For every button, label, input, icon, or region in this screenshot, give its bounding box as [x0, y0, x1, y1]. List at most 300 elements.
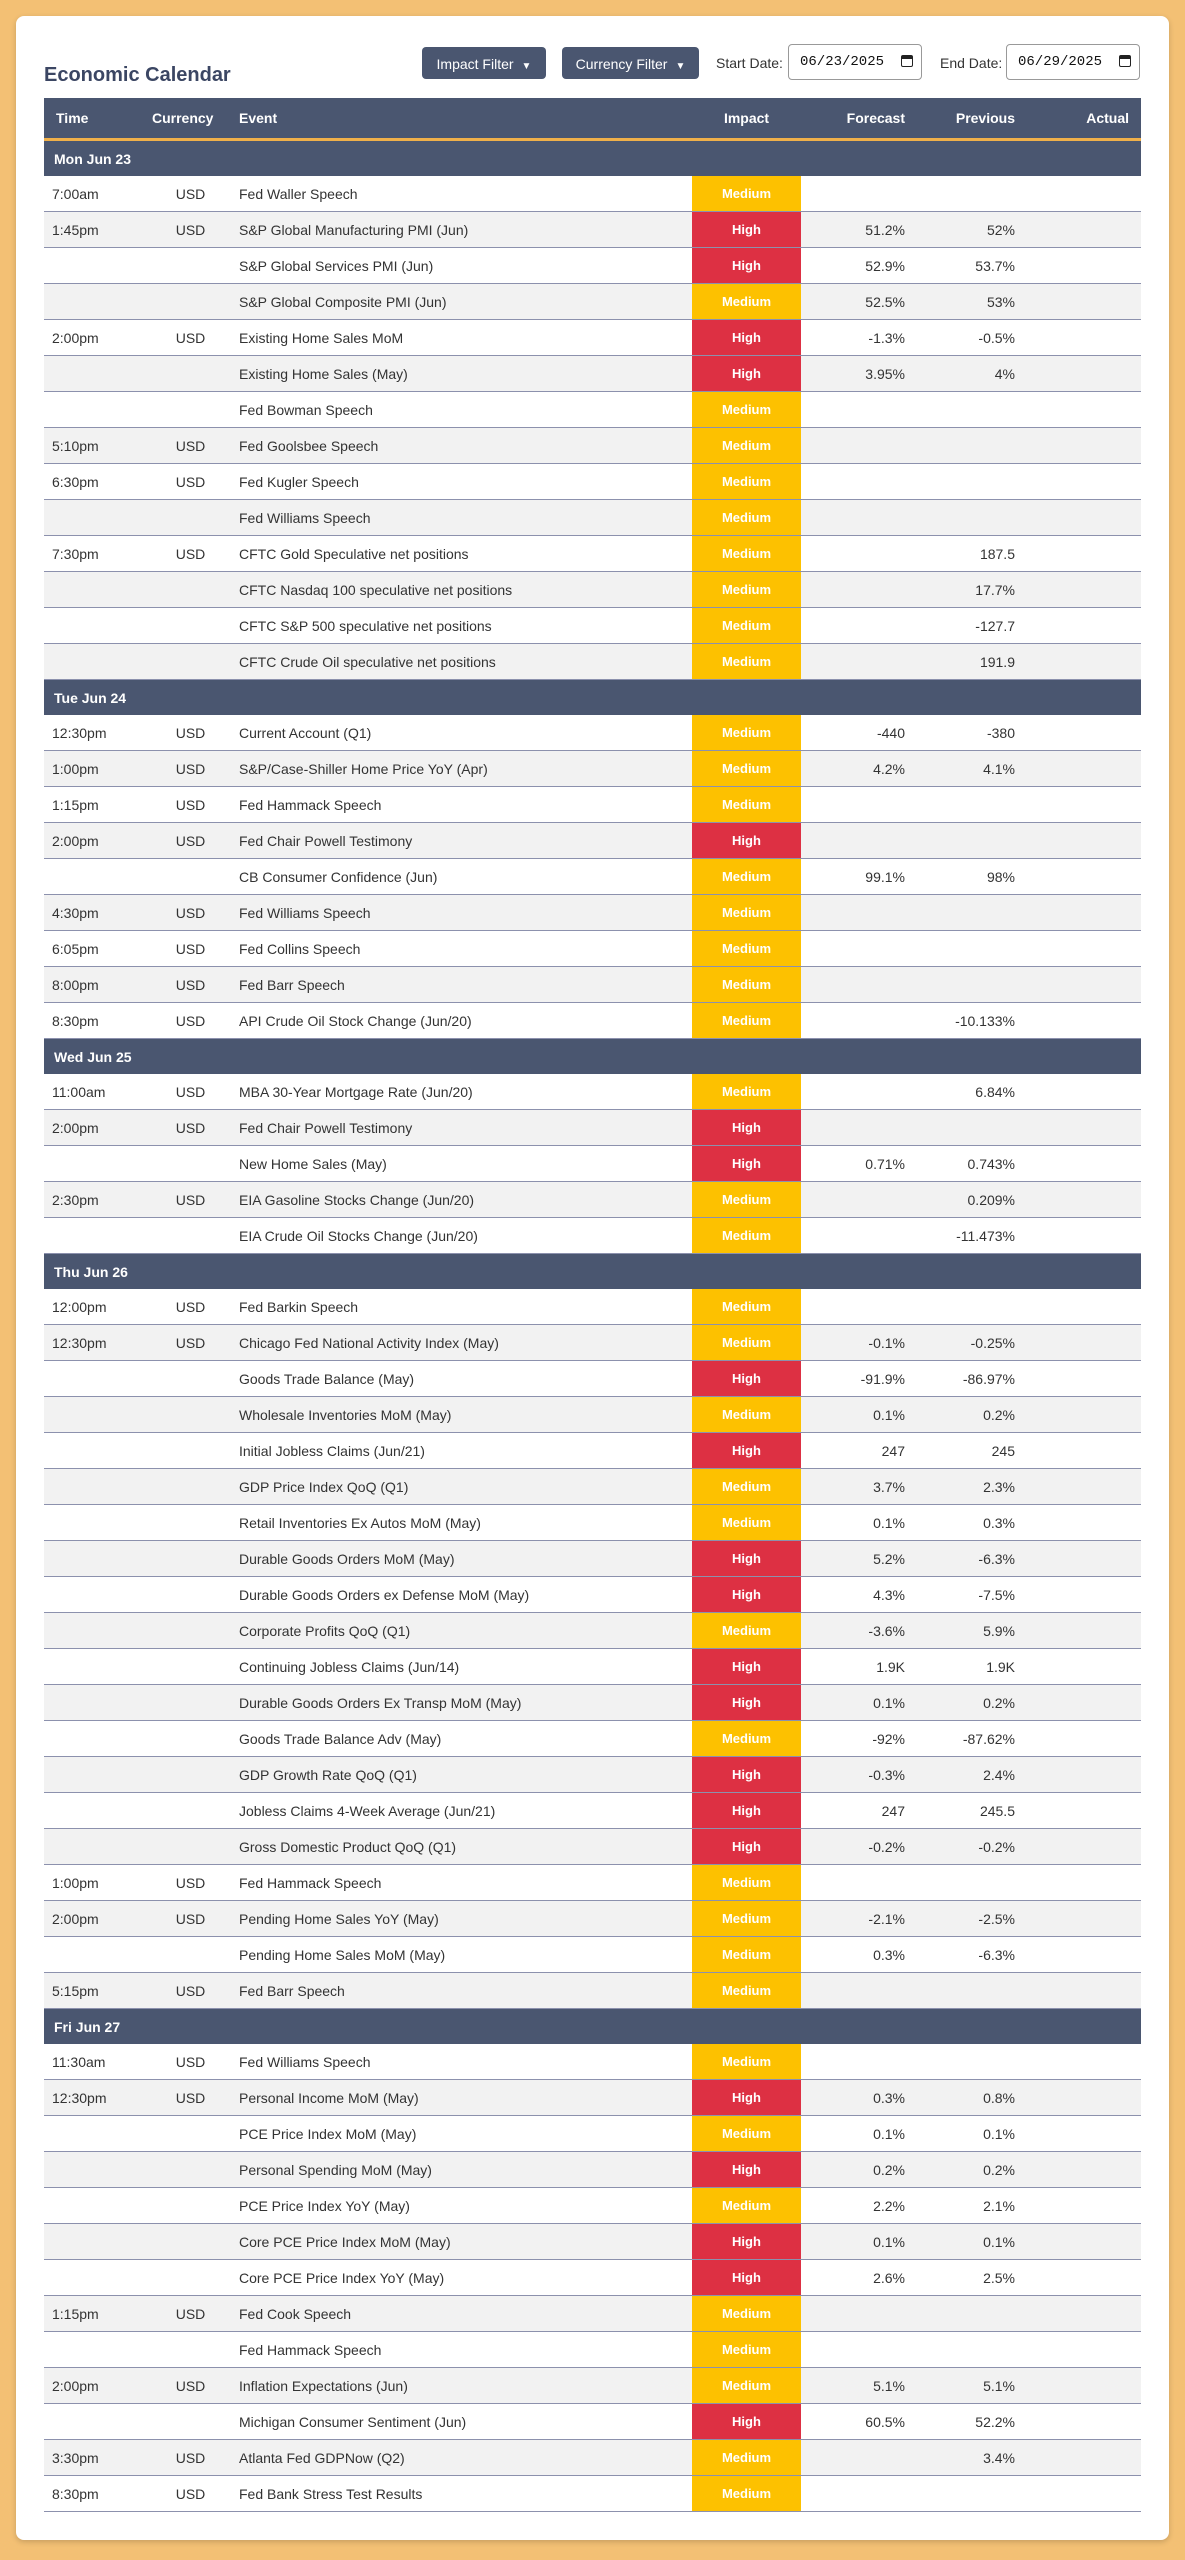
event-name: Fed Chair Powell Testimony — [235, 1110, 692, 1146]
event-actual — [1021, 1973, 1141, 2009]
caret-down-icon: ▼ — [675, 61, 686, 72]
event-name: Fed Hammack Speech — [235, 1865, 692, 1901]
event-name: Continuing Jobless Claims (Jun/14) — [235, 1649, 692, 1685]
impact-badge: Medium — [692, 2044, 801, 2080]
event-currency — [146, 1218, 235, 1254]
event-forecast — [801, 2332, 911, 2368]
event-name: Personal Spending MoM (May) — [235, 2152, 692, 2188]
table-row[interactable] — [44, 1721, 1141, 1757]
event-forecast — [801, 428, 911, 464]
impact-badge: Medium — [692, 608, 801, 644]
event-time: 8:30pm — [44, 2476, 146, 2512]
event-previous: 245 — [911, 1433, 1021, 1469]
impact-badge: High — [692, 1757, 801, 1793]
table-row[interactable] — [44, 572, 1141, 608]
table-row[interactable] — [44, 895, 1141, 931]
day-label: Thu Jun 26 — [44, 1254, 1141, 1290]
table-row[interactable] — [44, 1003, 1141, 1039]
table-row[interactable] — [44, 1397, 1141, 1433]
table-row[interactable] — [44, 2116, 1141, 2152]
event-previous: 2.4% — [911, 1757, 1021, 1793]
event-previous: -380 — [911, 715, 1021, 751]
event-actual — [1021, 500, 1141, 536]
impact-badge: High — [692, 1110, 801, 1146]
table-row[interactable] — [44, 931, 1141, 967]
impact-badge: Medium — [692, 392, 801, 428]
event-forecast — [801, 464, 911, 500]
table-row[interactable] — [44, 1937, 1141, 1973]
event-name: Current Account (Q1) — [235, 715, 692, 751]
day-header-row — [44, 680, 1141, 716]
event-time — [44, 1505, 146, 1541]
event-actual — [1021, 715, 1141, 751]
col-previous: Previous — [911, 98, 1021, 140]
event-currency: USD — [146, 2440, 235, 2476]
event-name: Initial Jobless Claims (Jun/21) — [235, 1433, 692, 1469]
event-forecast — [801, 572, 911, 608]
impact-filter-button[interactable] — [422, 47, 546, 79]
event-currency: USD — [146, 2044, 235, 2080]
event-currency — [146, 2404, 235, 2440]
table-row[interactable] — [44, 2260, 1141, 2296]
impact-badge: Medium — [692, 1973, 801, 2009]
day-label: Mon Jun 23 — [44, 140, 1141, 177]
event-actual — [1021, 392, 1141, 428]
event-forecast: 0.3% — [801, 1937, 911, 1973]
event-currency — [146, 2260, 235, 2296]
event-time — [44, 1757, 146, 1793]
table-row[interactable] — [44, 1577, 1141, 1613]
event-previous: 53.7% — [911, 248, 1021, 284]
event-time: 1:00pm — [44, 751, 146, 787]
col-actual: Actual — [1021, 98, 1141, 140]
event-actual — [1021, 608, 1141, 644]
table-row[interactable] — [44, 967, 1141, 1003]
event-currency: USD — [146, 464, 235, 500]
event-forecast: -2.1% — [801, 1901, 911, 1937]
event-actual — [1021, 1433, 1141, 1469]
event-currency — [146, 1613, 235, 1649]
table-row[interactable] — [44, 715, 1141, 751]
event-previous: 53% — [911, 284, 1021, 320]
event-previous — [911, 2476, 1021, 2512]
impact-badge: Medium — [692, 1937, 801, 1973]
impact-badge: High — [692, 1829, 801, 1865]
table-row[interactable] — [44, 1182, 1141, 1218]
event-name: Goods Trade Balance (May) — [235, 1361, 692, 1397]
event-time — [44, 1218, 146, 1254]
event-name: GDP Price Index QoQ (Q1) — [235, 1469, 692, 1505]
event-previous — [911, 823, 1021, 859]
table-row[interactable] — [44, 1541, 1141, 1577]
table-row[interactable] — [44, 787, 1141, 823]
table-row[interactable] — [44, 1074, 1141, 1110]
impact-badge: High — [692, 1577, 801, 1613]
event-actual — [1021, 2296, 1141, 2332]
event-previous — [911, 2332, 1021, 2368]
event-actual — [1021, 464, 1141, 500]
table-row[interactable] — [44, 1865, 1141, 1901]
table-row[interactable] — [44, 2152, 1141, 2188]
event-forecast — [801, 500, 911, 536]
event-name: S&P Global Composite PMI (Jun) — [235, 284, 692, 320]
event-forecast: 5.1% — [801, 2368, 911, 2404]
calendar-card — [16, 16, 1169, 2540]
table-row[interactable] — [44, 2044, 1141, 2080]
start-date-value: 06/23/2025 — [800, 54, 885, 70]
event-forecast: 51.2% — [801, 212, 911, 248]
event-previous: -10.133% — [911, 1003, 1021, 1039]
event-currency: USD — [146, 967, 235, 1003]
event-time: 5:10pm — [44, 428, 146, 464]
table-row[interactable] — [44, 392, 1141, 428]
event-forecast: 0.71% — [801, 1146, 911, 1182]
event-previous — [911, 428, 1021, 464]
event-time: 12:00pm — [44, 1289, 146, 1325]
event-actual — [1021, 1289, 1141, 1325]
calendar-icon[interactable] — [901, 55, 913, 67]
impact-badge: Medium — [692, 715, 801, 751]
impact-badge: High — [692, 2260, 801, 2296]
event-time: 2:00pm — [44, 823, 146, 859]
event-time — [44, 2224, 146, 2260]
event-name: Michigan Consumer Sentiment (Jun) — [235, 2404, 692, 2440]
impact-badge: Medium — [692, 464, 801, 500]
event-previous: -87.62% — [911, 1721, 1021, 1757]
impact-badge: High — [692, 1361, 801, 1397]
event-name: S&P/Case-Shiller Home Price YoY (Apr) — [235, 751, 692, 787]
event-currency — [146, 1146, 235, 1182]
event-time: 7:00am — [44, 176, 146, 212]
event-name: Pending Home Sales MoM (May) — [235, 1937, 692, 1973]
event-forecast — [801, 536, 911, 572]
event-time — [44, 500, 146, 536]
event-name: Chicago Fed National Activity Index (May) — [235, 1325, 692, 1361]
event-time — [44, 1577, 146, 1613]
event-previous — [911, 2296, 1021, 2332]
impact-badge: Medium — [692, 536, 801, 572]
event-previous — [911, 176, 1021, 212]
table-row[interactable] — [44, 1793, 1141, 1829]
event-time — [44, 1613, 146, 1649]
col-impact: Impact — [692, 98, 801, 140]
table-row[interactable] — [44, 1973, 1141, 2009]
table-row[interactable] — [44, 1325, 1141, 1361]
table-row[interactable] — [44, 320, 1141, 356]
table-row[interactable] — [44, 1469, 1141, 1505]
event-currency: USD — [146, 787, 235, 823]
event-actual — [1021, 1613, 1141, 1649]
event-time: 2:00pm — [44, 1901, 146, 1937]
event-currency — [146, 608, 235, 644]
table-row[interactable] — [44, 428, 1141, 464]
event-forecast — [801, 823, 911, 859]
event-time: 6:05pm — [44, 931, 146, 967]
event-actual — [1021, 2404, 1141, 2440]
event-actual — [1021, 1721, 1141, 1757]
table-row[interactable] — [44, 248, 1141, 284]
day-label: Tue Jun 24 — [44, 680, 1141, 716]
impact-badge: High — [692, 1433, 801, 1469]
event-previous: 52% — [911, 212, 1021, 248]
event-time: 1:15pm — [44, 787, 146, 823]
table-row[interactable] — [44, 284, 1141, 320]
event-previous: 0.3% — [911, 1505, 1021, 1541]
event-time — [44, 248, 146, 284]
event-name: Durable Goods Orders Ex Transp MoM (May) — [235, 1685, 692, 1721]
event-name: EIA Gasoline Stocks Change (Jun/20) — [235, 1182, 692, 1218]
table-row[interactable] — [44, 1901, 1141, 1937]
event-previous: 0.743% — [911, 1146, 1021, 1182]
event-currency — [146, 572, 235, 608]
event-currency — [146, 2116, 235, 2152]
table-row[interactable] — [44, 1110, 1141, 1146]
event-forecast: -92% — [801, 1721, 911, 1757]
currency-filter-button[interactable] — [562, 47, 699, 79]
event-previous: -7.5% — [911, 1577, 1021, 1613]
table-row[interactable] — [44, 644, 1141, 680]
table-row[interactable] — [44, 1361, 1141, 1397]
event-previous: -11.473% — [911, 1218, 1021, 1254]
event-actual — [1021, 2368, 1141, 2404]
impact-badge: Medium — [692, 1003, 801, 1039]
event-name: Gross Domestic Product QoQ (Q1) — [235, 1829, 692, 1865]
table-row[interactable] — [44, 2440, 1141, 2476]
col-time: Time — [44, 98, 146, 140]
event-forecast — [801, 2296, 911, 2332]
event-forecast — [801, 1003, 911, 1039]
event-forecast — [801, 1110, 911, 1146]
table-row[interactable] — [44, 2224, 1141, 2260]
event-actual — [1021, 823, 1141, 859]
impact-badge: Medium — [692, 787, 801, 823]
event-time: 8:00pm — [44, 967, 146, 1003]
event-forecast: 0.1% — [801, 2224, 911, 2260]
event-time: 2:30pm — [44, 1182, 146, 1218]
event-time: 8:30pm — [44, 1003, 146, 1039]
event-time — [44, 2188, 146, 2224]
event-forecast — [801, 1182, 911, 1218]
table-header — [44, 98, 1141, 140]
event-forecast — [801, 392, 911, 428]
event-previous: 2.5% — [911, 2260, 1021, 2296]
col-event: Event — [235, 98, 692, 140]
event-name: Existing Home Sales (May) — [235, 356, 692, 392]
impact-badge: High — [692, 212, 801, 248]
event-time: 2:00pm — [44, 320, 146, 356]
table-row[interactable] — [44, 1146, 1141, 1182]
impact-badge: High — [692, 2224, 801, 2260]
event-previous: 98% — [911, 859, 1021, 895]
table-row[interactable] — [44, 1433, 1141, 1469]
caret-down-icon: ▼ — [521, 61, 532, 72]
event-currency: USD — [146, 895, 235, 931]
event-forecast — [801, 608, 911, 644]
table-row[interactable] — [44, 2404, 1141, 2440]
event-actual — [1021, 212, 1141, 248]
event-currency — [146, 2224, 235, 2260]
table-row[interactable] — [44, 1218, 1141, 1254]
event-time — [44, 2116, 146, 2152]
event-actual — [1021, 2476, 1141, 2512]
table-row[interactable] — [44, 1829, 1141, 1865]
event-name: Fed Hammack Speech — [235, 787, 692, 823]
event-time — [44, 1146, 146, 1182]
event-forecast: 99.1% — [801, 859, 911, 895]
table-row[interactable] — [44, 823, 1141, 859]
event-name: Fed Waller Speech — [235, 176, 692, 212]
impact-badge: Medium — [692, 284, 801, 320]
event-name: CB Consumer Confidence (Jun) — [235, 859, 692, 895]
event-currency: USD — [146, 1973, 235, 2009]
table-row[interactable] — [44, 536, 1141, 572]
impact-badge: Medium — [692, 751, 801, 787]
table-row[interactable] — [44, 2188, 1141, 2224]
impact-badge: Medium — [692, 2116, 801, 2152]
impact-badge: Medium — [692, 1325, 801, 1361]
event-time — [44, 1937, 146, 1973]
event-previous — [911, 931, 1021, 967]
table-row[interactable] — [44, 1505, 1141, 1541]
table-row[interactable] — [44, 2368, 1141, 2404]
event-actual — [1021, 1829, 1141, 1865]
event-forecast — [801, 931, 911, 967]
event-currency — [146, 284, 235, 320]
event-actual — [1021, 1577, 1141, 1613]
impact-badge: Medium — [692, 2368, 801, 2404]
event-name: Core PCE Price Index YoY (May) — [235, 2260, 692, 2296]
table-row[interactable] — [44, 2296, 1141, 2332]
event-name: Fed Williams Speech — [235, 500, 692, 536]
event-actual — [1021, 2188, 1141, 2224]
table-row[interactable] — [44, 751, 1141, 787]
event-forecast: 60.5% — [801, 2404, 911, 2440]
event-currency: USD — [146, 2080, 235, 2116]
event-time: 2:00pm — [44, 1110, 146, 1146]
event-time: 7:30pm — [44, 536, 146, 572]
end-date-label: End Date: — [940, 55, 1003, 71]
event-forecast: -91.9% — [801, 1361, 911, 1397]
event-previous: 52.2% — [911, 2404, 1021, 2440]
event-actual — [1021, 1937, 1141, 1973]
event-time: 3:30pm — [44, 2440, 146, 2476]
table-row[interactable] — [44, 1685, 1141, 1721]
event-time — [44, 1721, 146, 1757]
table-row[interactable] — [44, 212, 1141, 248]
table-row[interactable] — [44, 608, 1141, 644]
event-forecast: -0.2% — [801, 1829, 911, 1865]
event-previous: -86.97% — [911, 1361, 1021, 1397]
impact-badge: Medium — [692, 428, 801, 464]
event-forecast: 2.6% — [801, 2260, 911, 2296]
event-actual — [1021, 1901, 1141, 1937]
table-row[interactable] — [44, 176, 1141, 212]
event-forecast — [801, 2440, 911, 2476]
day-header-row — [44, 140, 1141, 177]
event-previous — [911, 1973, 1021, 2009]
table-row[interactable] — [44, 464, 1141, 500]
event-forecast: -1.3% — [801, 320, 911, 356]
event-previous: 3.4% — [911, 2440, 1021, 2476]
event-name: GDP Growth Rate QoQ (Q1) — [235, 1757, 692, 1793]
event-currency: USD — [146, 1110, 235, 1146]
table-row[interactable] — [44, 500, 1141, 536]
start-date-input[interactable] — [788, 44, 922, 80]
event-name: Fed Chair Powell Testimony — [235, 823, 692, 859]
event-name: S&P Global Manufacturing PMI (Jun) — [235, 212, 692, 248]
event-currency — [146, 1649, 235, 1685]
impact-badge: Medium — [692, 967, 801, 1003]
impact-badge: Medium — [692, 644, 801, 680]
table-row[interactable] — [44, 2476, 1141, 2512]
event-time: 12:30pm — [44, 715, 146, 751]
event-currency — [146, 356, 235, 392]
table-row[interactable] — [44, 1289, 1141, 1325]
event-previous: -0.5% — [911, 320, 1021, 356]
event-time — [44, 2404, 146, 2440]
event-name: Goods Trade Balance Adv (May) — [235, 1721, 692, 1757]
event-currency: USD — [146, 715, 235, 751]
event-actual — [1021, 1505, 1141, 1541]
event-actual — [1021, 2260, 1141, 2296]
calendar-icon[interactable] — [1119, 55, 1131, 67]
event-time — [44, 1361, 146, 1397]
table-row[interactable] — [44, 356, 1141, 392]
impact-badge: High — [692, 1793, 801, 1829]
event-previous: 6.84% — [911, 1074, 1021, 1110]
table-row[interactable] — [44, 859, 1141, 895]
impact-badge: High — [692, 1649, 801, 1685]
event-name: Existing Home Sales MoM — [235, 320, 692, 356]
event-name: Corporate Profits QoQ (Q1) — [235, 1613, 692, 1649]
end-date-value: 06/29/2025 — [1018, 54, 1103, 70]
impact-badge: Medium — [692, 1505, 801, 1541]
event-currency: USD — [146, 320, 235, 356]
event-actual — [1021, 1865, 1141, 1901]
impact-badge: Medium — [692, 1397, 801, 1433]
event-actual — [1021, 1325, 1141, 1361]
table-row[interactable] — [44, 1757, 1141, 1793]
event-currency — [146, 859, 235, 895]
event-actual — [1021, 1110, 1141, 1146]
table-row[interactable] — [44, 1649, 1141, 1685]
event-name: Inflation Expectations (Jun) — [235, 2368, 692, 2404]
event-name: Fed Barr Speech — [235, 967, 692, 1003]
currency-filter-label: Currency Filter — [575, 56, 668, 72]
event-name: EIA Crude Oil Stocks Change (Jun/20) — [235, 1218, 692, 1254]
end-date-input[interactable] — [1006, 44, 1140, 80]
table-row[interactable] — [44, 1613, 1141, 1649]
event-actual — [1021, 1146, 1141, 1182]
event-name: CFTC Crude Oil speculative net positions — [235, 644, 692, 680]
event-actual — [1021, 895, 1141, 931]
event-currency: USD — [146, 536, 235, 572]
event-currency — [146, 500, 235, 536]
event-actual — [1021, 967, 1141, 1003]
impact-filter-label: Impact Filter — [436, 56, 514, 72]
impact-badge: High — [692, 1541, 801, 1577]
event-currency: USD — [146, 1182, 235, 1218]
event-previous: 0.2% — [911, 1397, 1021, 1433]
table-row[interactable] — [44, 2332, 1141, 2368]
day-header-row — [44, 2009, 1141, 2045]
table-row[interactable] — [44, 2080, 1141, 2116]
event-currency — [146, 248, 235, 284]
event-time — [44, 1433, 146, 1469]
event-actual — [1021, 2116, 1141, 2152]
event-previous — [911, 2044, 1021, 2080]
event-currency: USD — [146, 2296, 235, 2332]
